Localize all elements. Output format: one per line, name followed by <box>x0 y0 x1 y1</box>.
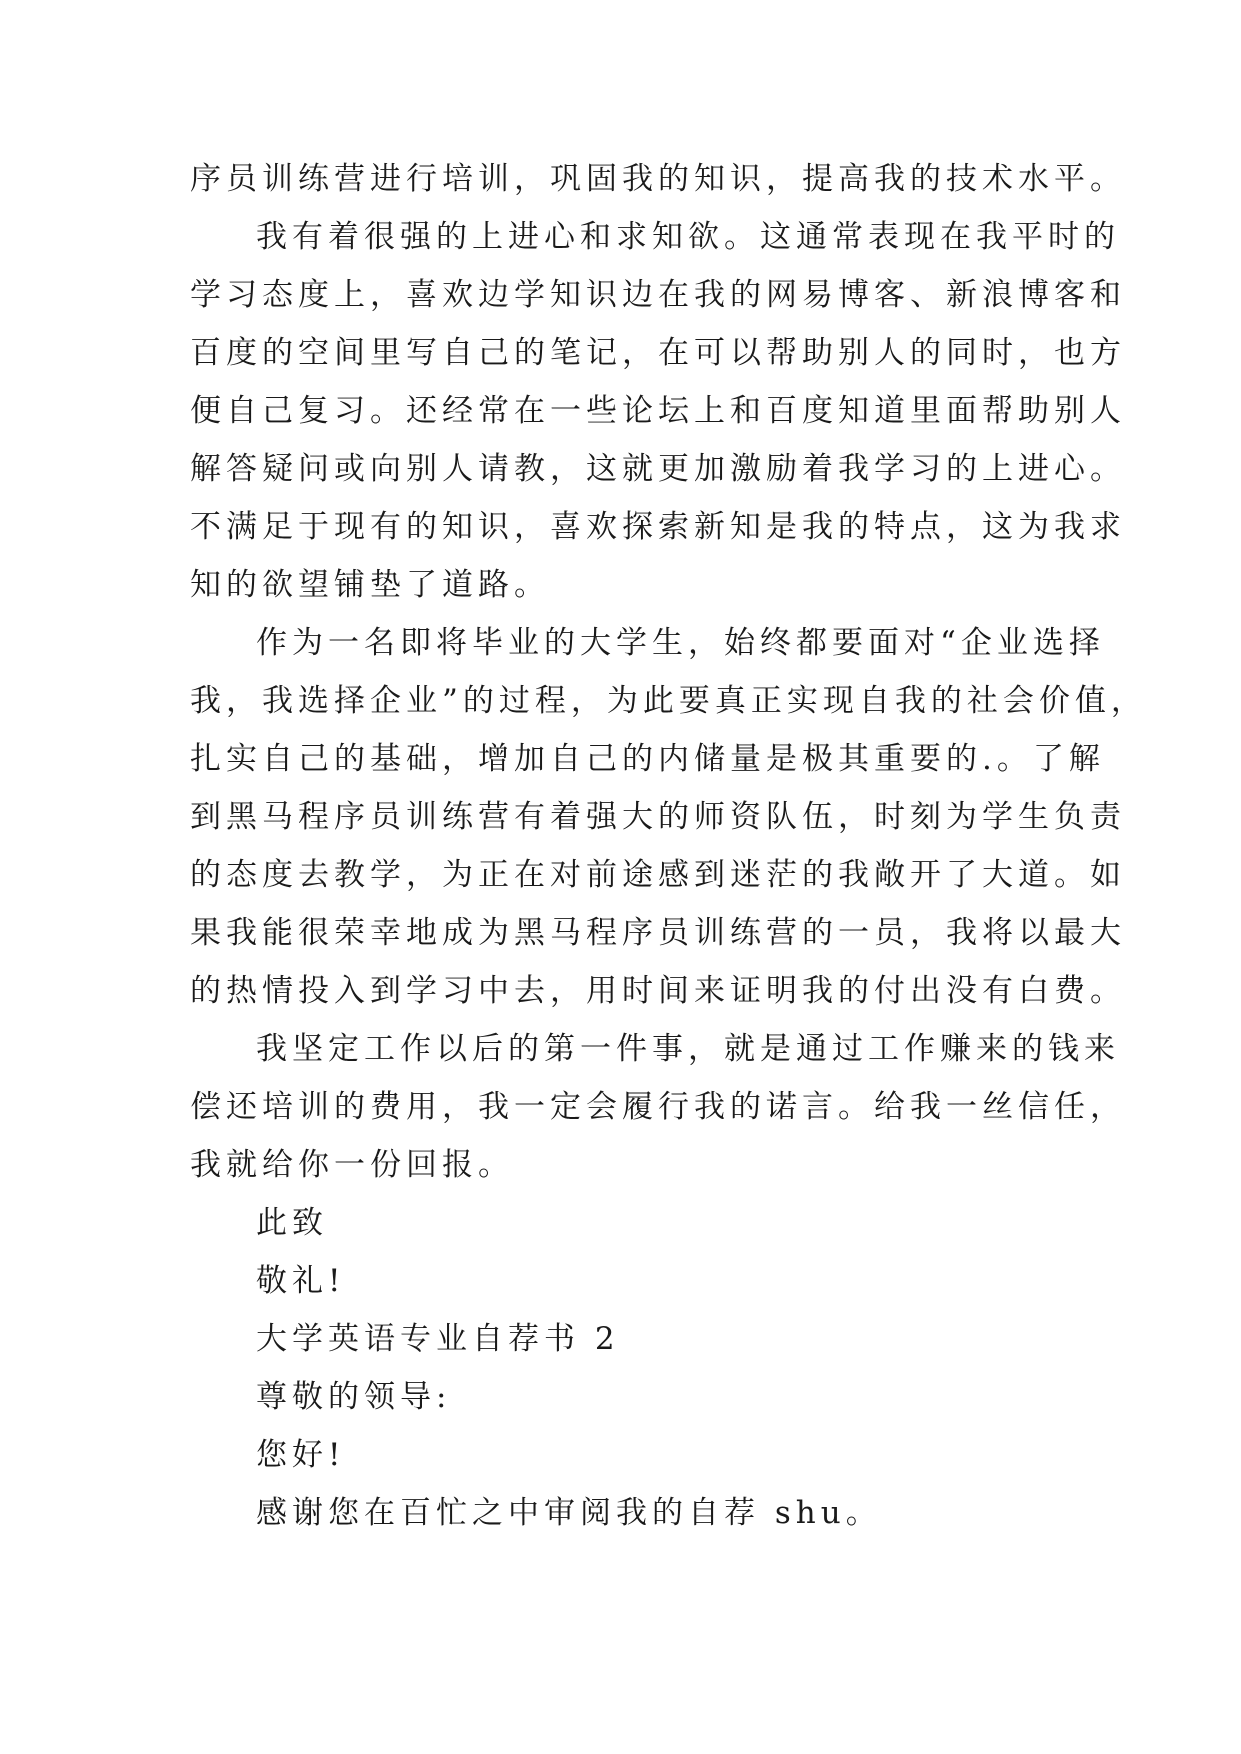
document-body <box>190 150 1147 1542</box>
text-line: 解答疑问或向别人请教，这就更加激励着我学习的上进心。 <box>190 451 1126 487</box>
text-line: 的态度去教学，为正在对前途感到迷茫的我敞开了大道。如 <box>190 857 1126 893</box>
text-line: 的热情投入到学习中去，用时间来证明我的付出没有白费。 <box>190 973 1126 1009</box>
text-line: 作为一名即将毕业的大学生，始终都要面对“企业选择 <box>256 625 1105 661</box>
text-line: 学习态度上，喜欢边学知识边在我的网易博客、新浪博客和 <box>190 277 1126 313</box>
text-line: 到黑马程序员训练营有着强大的师资队伍，时刻为学生负责 <box>190 799 1126 835</box>
text-line: 敬礼! <box>256 1263 346 1299</box>
text-line: 我，我选择企业”的过程，为此要真正实现自我的社会价值， <box>190 683 1147 719</box>
text-line: 百度的空间里写自己的笔记，在可以帮助别人的同时，也方 <box>190 335 1126 371</box>
text-line: 知的欲望铺垫了道路。 <box>190 567 550 603</box>
text-line: 序员训练营进行培训，巩固我的知识，提高我的技术水平。 <box>190 161 1126 197</box>
text-line: 偿还培训的费用，我一定会履行我的诺言。给我一丝信任， <box>190 1089 1126 1125</box>
text-line: 您好! <box>256 1437 346 1473</box>
text-line: 扎实自己的基础，增加自己的内储量是极其重要的.。了解 <box>190 741 1105 777</box>
text-line: 我有着很强的上进心和求知欲。这通常表现在我平时的 <box>256 219 1120 255</box>
text-line: 不满足于现有的知识，喜欢探索新知是我的特点，这为我求 <box>190 509 1126 545</box>
text-line: 此致 <box>256 1205 328 1241</box>
text-line: 便自己复习。还经常在一些论坛上和百度知道里面帮助别人 <box>190 393 1126 429</box>
text-line: 尊敬的领导: <box>256 1379 452 1415</box>
text-line: 大学英语专业自荐书 2 <box>256 1321 620 1357</box>
text-line: 感谢您在百忙之中审阅我的自荐 shu。 <box>256 1495 882 1531</box>
text-line: 我坚定工作以后的第一件事，就是通过工作赚来的钱来 <box>256 1031 1120 1067</box>
text-line: 果我能很荣幸地成为黑马程序员训练营的一员，我将以最大 <box>190 915 1126 951</box>
text-line: 我就给你一份回报。 <box>190 1147 514 1183</box>
